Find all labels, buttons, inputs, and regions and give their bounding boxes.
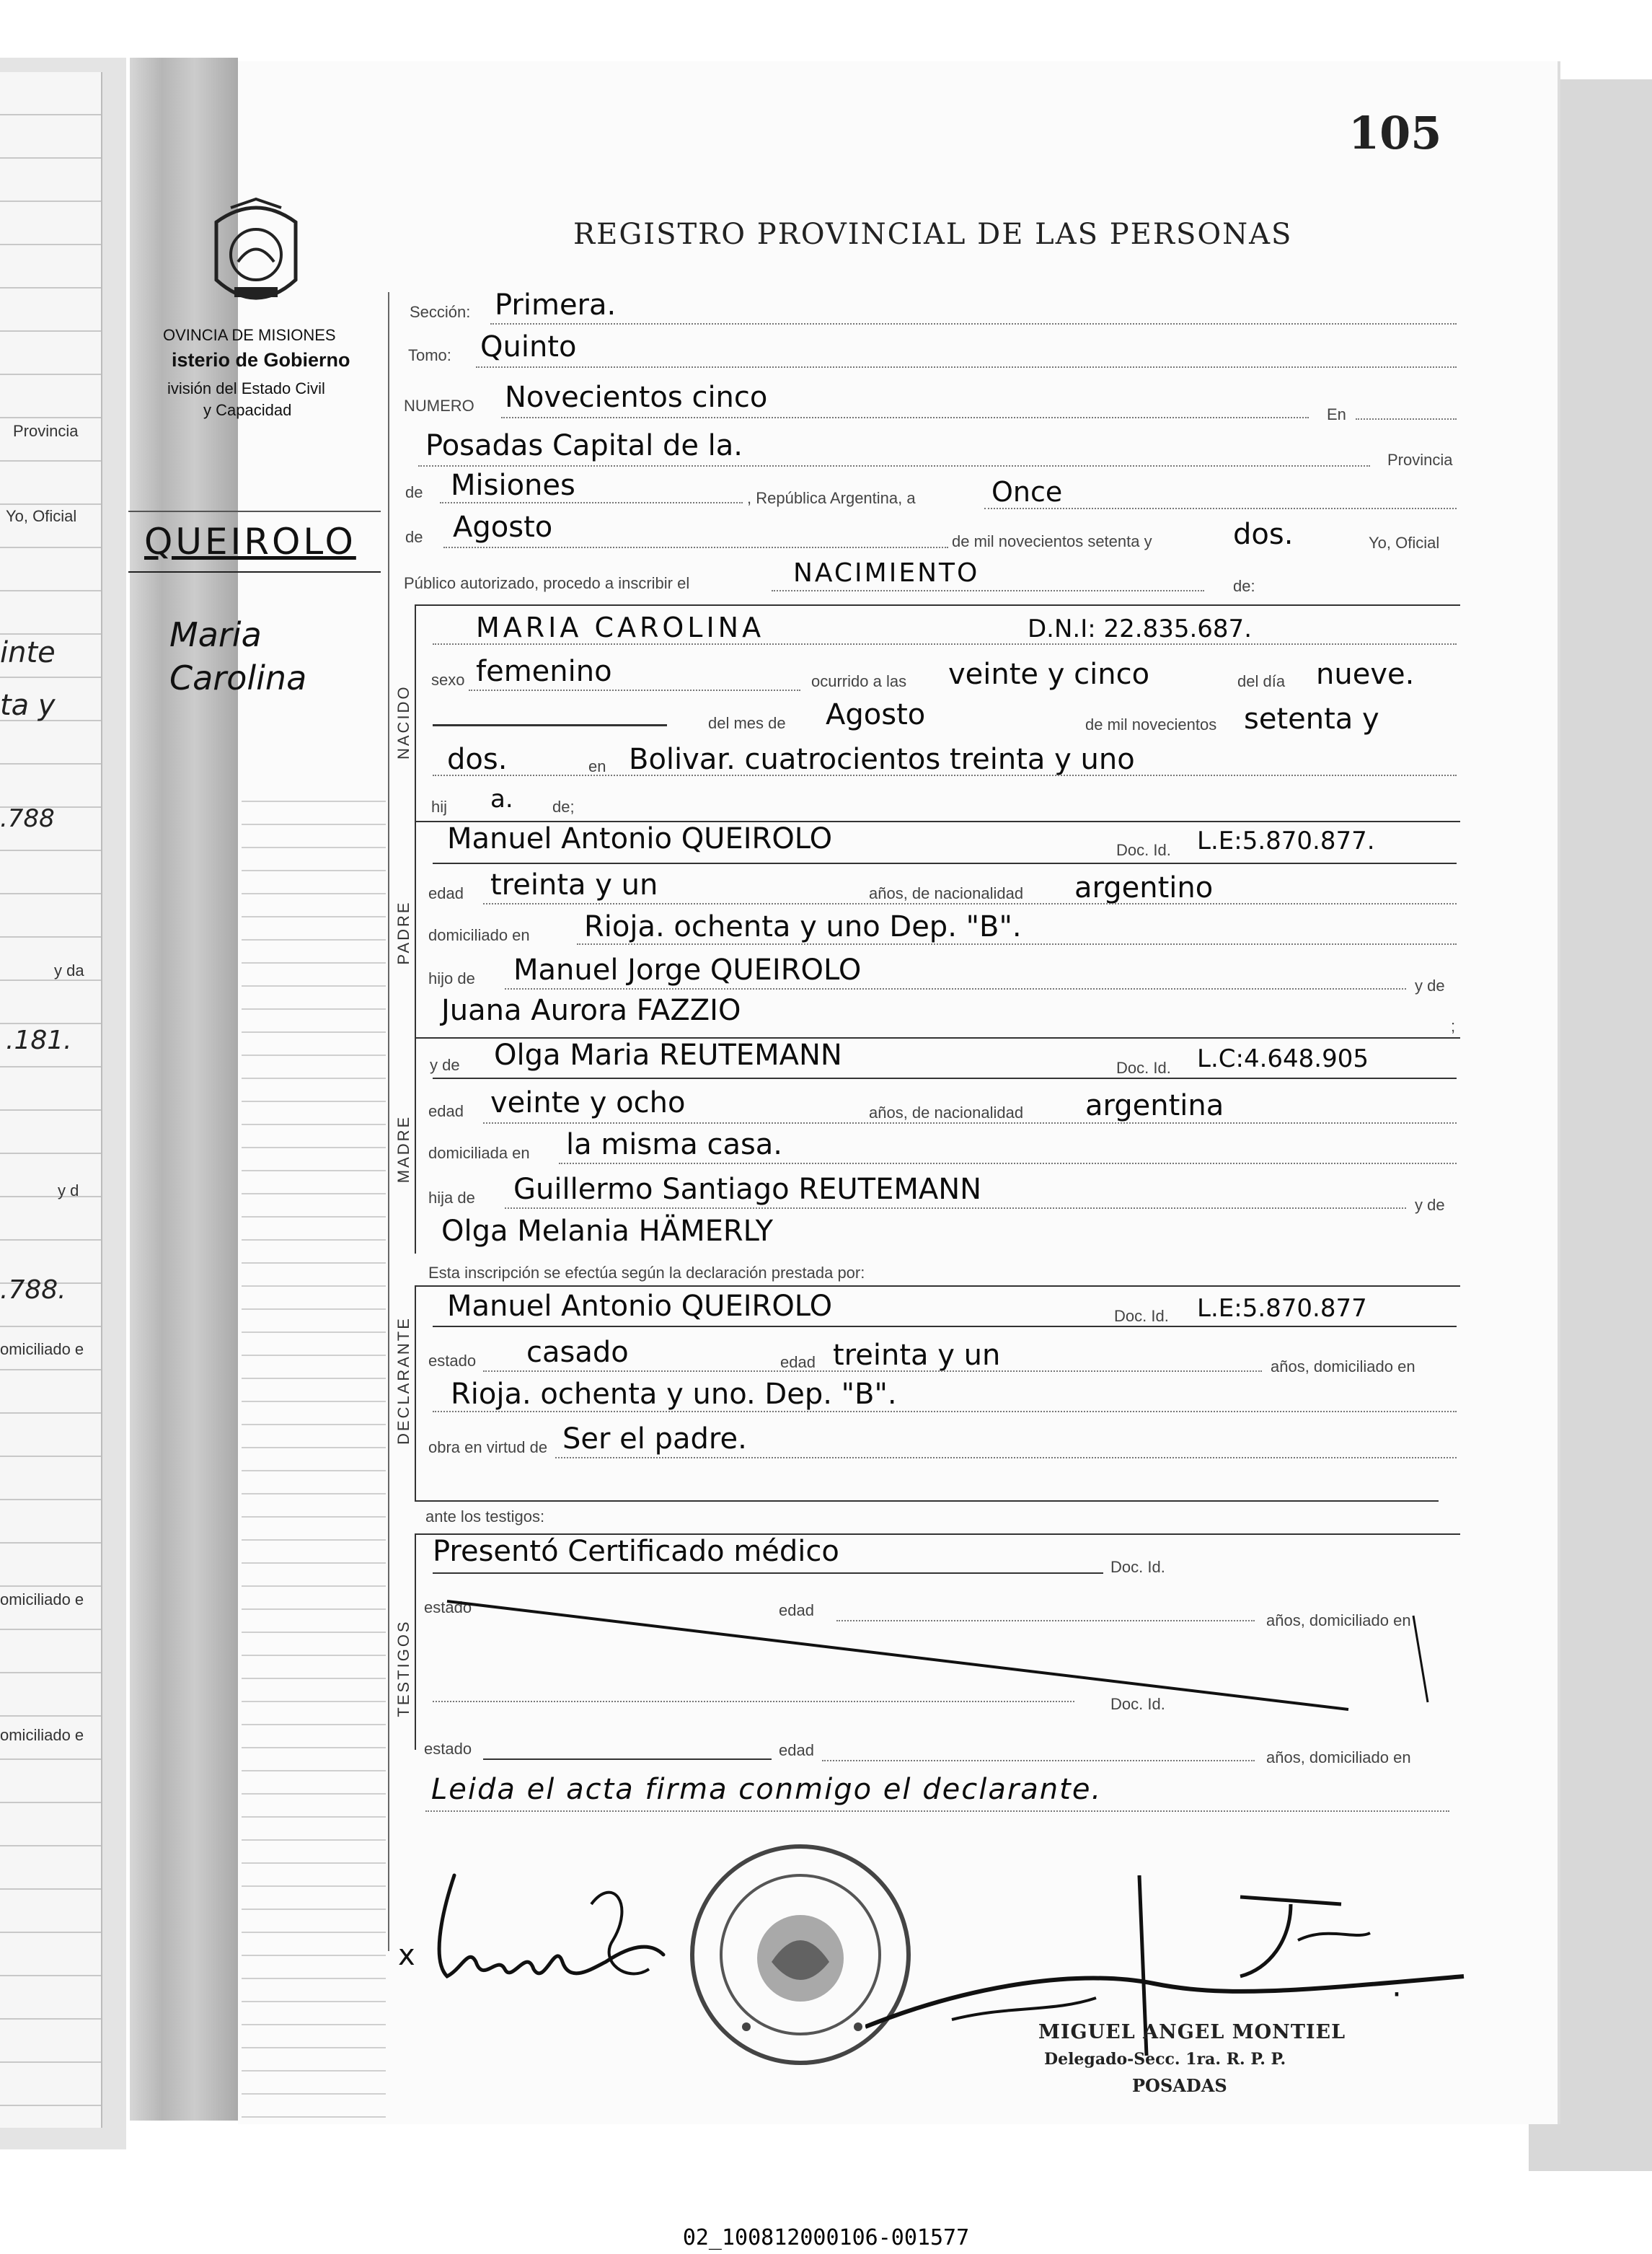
testigo-2-edad-line — [822, 1760, 1255, 1761]
declarante-doc-label: Doc. Id. — [1114, 1307, 1169, 1325]
prev-hand-5: .788. — [0, 1275, 66, 1305]
nacido-dia: nueve. — [1316, 658, 1415, 691]
prev-domiciliado-1: omiciliado e — [0, 1340, 84, 1358]
hij-label: hij — [431, 798, 448, 816]
prev-hand-3: .788 — [0, 804, 55, 833]
declarante-top-rule — [415, 1285, 1460, 1287]
hij-de-label: de; — [552, 798, 575, 816]
prev-hand-2: ta y — [0, 689, 56, 722]
nacido-lugar-line — [433, 775, 1457, 776]
declarante-obra-label: obra en virtud de — [428, 1438, 548, 1456]
sexo-value: femenino — [476, 655, 612, 688]
declarante-nombre: Manuel Antonio QUEIROLO — [447, 1290, 833, 1323]
madre-edad-line — [483, 1122, 1457, 1124]
nacido-mes: Agosto — [826, 698, 926, 731]
numero-value: Novecientos cinco — [505, 381, 768, 414]
padre-edad: treinta y un — [490, 868, 658, 902]
padre-nombre-line — [433, 863, 1457, 864]
hora-value: veinte y cinco — [948, 658, 1150, 691]
seccion-label: Sección: — [410, 303, 471, 321]
madre-doc: L.C:4.648.905 — [1197, 1044, 1369, 1073]
closing-line — [425, 1810, 1449, 1812]
nacido-top-rule — [415, 604, 1460, 606]
signature-x-mark: x — [398, 1939, 415, 1972]
prev-y-d: y d — [58, 1181, 79, 1199]
officer-name: MIGUEL ANGEL MONTIEL — [1038, 2021, 1346, 2043]
nacido-lugar: Bolivar. cuatrocientos treinta y uno — [629, 743, 1135, 776]
prev-hand-1: inte — [0, 636, 56, 669]
declarante-left-rule — [415, 1285, 416, 1502]
declarante-domiciliado-label: años, domiciliado en — [1271, 1357, 1415, 1375]
officer-city: POSADAS — [1132, 2075, 1227, 2096]
declarante-edad-label: edad — [780, 1353, 816, 1371]
officer-role: Delegado-Secc. 1ra. R. P. P. — [1044, 2050, 1286, 2069]
madre-hija-label: hija de — [428, 1189, 475, 1207]
declarante-domicilio-line — [433, 1411, 1457, 1412]
publico-label: Público autorizado, procedo a inscribir el — [404, 574, 690, 592]
tomo-value: Quinto — [480, 330, 577, 364]
declarante-nombre-line — [433, 1326, 1457, 1327]
padre-padre: Manuel Jorge QUEIROLO — [513, 954, 862, 987]
ruled-margin — [242, 779, 386, 2121]
page-number: 105 — [1348, 107, 1442, 159]
padre-hijo-line — [505, 988, 1406, 990]
numero-label: NUMERO — [404, 397, 474, 415]
madre-domicilio-line — [559, 1163, 1457, 1164]
nacido-left-rule — [415, 604, 416, 821]
testigo-1-doc-label: Doc. Id. — [1110, 1558, 1165, 1576]
testigo-1-doc-label-2: Doc. Id. — [1110, 1695, 1165, 1713]
madre-nacionalidad: argentina — [1085, 1089, 1224, 1122]
tomo-label: Tomo: — [408, 346, 451, 364]
declarante-estado-label: estado — [428, 1352, 477, 1370]
ante-testigos-label: ante los testigos: — [425, 1507, 545, 1526]
padre-nombre: Manuel Antonio QUEIROLO — [447, 822, 833, 855]
margin-given-name-2: Carolina — [169, 659, 307, 697]
testigo-2-estado-line — [483, 1758, 772, 1760]
de-label: de — [405, 483, 423, 501]
de-colon-label: de: — [1233, 577, 1255, 595]
sexo-line — [469, 690, 800, 691]
testigo-1: Presentó Certificado médico — [433, 1535, 839, 1568]
testigo-2-domiciliado-label: años, domiciliado en — [1266, 1748, 1411, 1766]
declarante-side-label: DECLARANTE — [394, 1316, 412, 1445]
image-code: 02_100812000106-001577 — [682, 2225, 970, 2250]
closing-statement: Leida el acta firma conmigo el declarante. — [431, 1773, 1103, 1806]
de-label-2: de — [405, 528, 423, 546]
ocurrido-label: ocurrido a las — [811, 672, 907, 690]
testigo-1-domiciliado-label: años, domiciliado en — [1266, 1611, 1411, 1629]
testigo-2-estado-label: estado — [424, 1740, 472, 1758]
madre-y-de-label-2: y de — [1415, 1196, 1445, 1214]
mes-line — [443, 547, 948, 548]
declarante-domicilio: Rioja. ochenta y uno. Dep. "B". — [451, 1378, 897, 1411]
padre-edad-line — [483, 903, 1457, 904]
padre-doc-label: Doc. Id. — [1116, 841, 1171, 859]
padre-edad-label: edad — [428, 884, 464, 902]
nacido-dia-line — [433, 724, 667, 726]
prev-provincia: Provincia — [13, 422, 79, 440]
madre-domicilio: la misma casa. — [566, 1128, 783, 1161]
prev-hand-4: .181. — [6, 1026, 72, 1055]
seccion-line — [490, 323, 1457, 325]
signature-dot-mark: · — [1392, 1976, 1402, 2013]
padre-y-de-label: y de — [1415, 977, 1445, 995]
madre-left-rule — [415, 1037, 416, 1254]
nacido-side-label: NACIDO — [394, 684, 412, 760]
nacido-dni: D.N.I: 22.835.687. — [1028, 615, 1252, 643]
dia-line — [984, 508, 1457, 509]
acto-value: NACIMIENTO — [793, 558, 980, 588]
madre-side-label: MADRE — [394, 1114, 412, 1184]
provincia-line — [440, 502, 743, 503]
provincia-label: Provincia — [1387, 451, 1453, 469]
declarante-obra-line — [555, 1457, 1457, 1458]
register-page — [238, 61, 1558, 2124]
header-division: ivisión del Estado Civil — [167, 379, 325, 397]
previous-page — [0, 72, 102, 2128]
margin-surname: QUEIROLO — [144, 521, 356, 563]
testigo-1-line — [433, 1572, 1103, 1574]
inscripcion-label: Esta inscripción se efectúa según la declaración prestada por: — [428, 1264, 865, 1282]
lugar-line — [418, 465, 1370, 467]
nacido-mes-label: del mes de — [708, 714, 786, 732]
madre-doc-label: Doc. Id. — [1116, 1059, 1171, 1077]
testigo-1-edad-label: edad — [779, 1601, 814, 1619]
acto-line — [772, 590, 1204, 591]
padre-side-label: PADRE — [394, 900, 412, 965]
madre-nombre-line — [433, 1078, 1457, 1079]
prev-y-da: y da — [54, 961, 84, 979]
tomo-line — [476, 366, 1457, 368]
margin-given-names — [169, 613, 306, 700]
madre-y-de-label: y de — [430, 1056, 460, 1074]
dia-value: Once — [991, 476, 1063, 508]
header-capacity: y Capacidad — [203, 401, 292, 419]
mil-label: de mil novecientos setenta y — [952, 532, 1152, 550]
padre-domicilio-line — [577, 943, 1457, 945]
margin-rule — [388, 292, 389, 1951]
mes-value: Agosto — [453, 511, 553, 544]
declarante-estado: casado — [526, 1336, 629, 1369]
declarante-estado-line — [483, 1370, 1262, 1372]
header-province: OVINCIA DE MISIONES — [163, 326, 336, 344]
padre-doc: L.E:5.870.877. — [1197, 827, 1375, 855]
nacido-en-label: en — [588, 757, 606, 775]
madre-edad-label: edad — [428, 1102, 464, 1120]
testigo-1-estado-label: estado — [424, 1598, 472, 1616]
prev-domiciliado-2: omiciliado e — [0, 1590, 84, 1608]
republica-label: , República Argentina, a — [747, 489, 916, 507]
declarant-signature — [375, 1861, 692, 2005]
en-line — [1356, 418, 1457, 420]
testigos-left-rule — [415, 1533, 416, 1750]
prev-oficial: Yo, Oficial — [6, 507, 77, 525]
hij-suffix: a. — [490, 785, 513, 814]
madre-madre: Olga Melania HÄMERLY — [441, 1215, 774, 1248]
madre-padre: Guillermo Santiago REUTEMANN — [513, 1173, 982, 1206]
padre-nacionalidad-label: años, de nacionalidad — [869, 884, 1024, 902]
padre-hijo-label: hijo de — [428, 969, 475, 987]
header-ministry: isterio de Gobierno — [172, 349, 350, 371]
padre-domicilio: Rioja. ochenta y uno Dep. "B". — [584, 910, 1022, 943]
sexo-label: sexo — [431, 671, 465, 689]
testigo-cancel-stroke — [433, 1594, 1442, 1717]
del-dia-label: del día — [1237, 672, 1286, 690]
madre-nombre: Olga Maria REUTEMANN — [494, 1039, 842, 1072]
padre-nacionalidad: argentino — [1074, 871, 1214, 904]
padre-left-rule — [415, 821, 416, 1037]
madre-hija-line — [505, 1207, 1406, 1209]
padre-madre: Juana Aurora FAZZIO — [441, 994, 741, 1027]
madre-nacionalidad-label: años, de nacionalidad — [869, 1104, 1024, 1122]
nacido-nombre-line — [433, 643, 1457, 645]
margin-given-name-1: Maria — [169, 615, 262, 654]
provincia-value: Misiones — [451, 469, 575, 502]
madre-edad: veinte y ocho — [490, 1086, 686, 1119]
declarante-edad: treinta y un — [833, 1339, 1001, 1372]
declarante-obra: Ser el padre. — [562, 1422, 747, 1456]
nacido-mil-label: de mil novecientos — [1085, 716, 1217, 734]
nacido-anio-1: setenta y — [1244, 703, 1379, 736]
anio-value: dos. — [1233, 518, 1294, 551]
madre-domicilio-label: domiciliada en — [428, 1144, 530, 1162]
prev-domiciliado-3: omiciliado e — [0, 1726, 84, 1744]
coat-of-arms-icon — [202, 193, 310, 316]
oficial-label: Yo, Oficial — [1369, 534, 1440, 552]
numero-line — [501, 417, 1309, 418]
padre-semicolon: ; — [1451, 1017, 1456, 1035]
seccion-value: Primera. — [495, 289, 617, 322]
nacido-nombre: MARIA CAROLINA — [476, 612, 765, 643]
nacido-anio-2: dos. — [447, 743, 508, 776]
testigo-2-edad-label: edad — [779, 1741, 814, 1759]
declarante-doc: L.E:5.870.877 — [1197, 1294, 1367, 1323]
en-label: En — [1327, 405, 1346, 423]
registry-title: REGISTRO PROVINCIAL DE LAS PERSONAS — [573, 218, 1293, 251]
testigos-side-label: TESTIGOS — [394, 1619, 412, 1717]
declarante-bottom-rule — [415, 1500, 1439, 1502]
lugar-value: Posadas Capital de la. — [425, 429, 743, 462]
padre-domicilio-label: domiciliado en — [428, 926, 530, 944]
